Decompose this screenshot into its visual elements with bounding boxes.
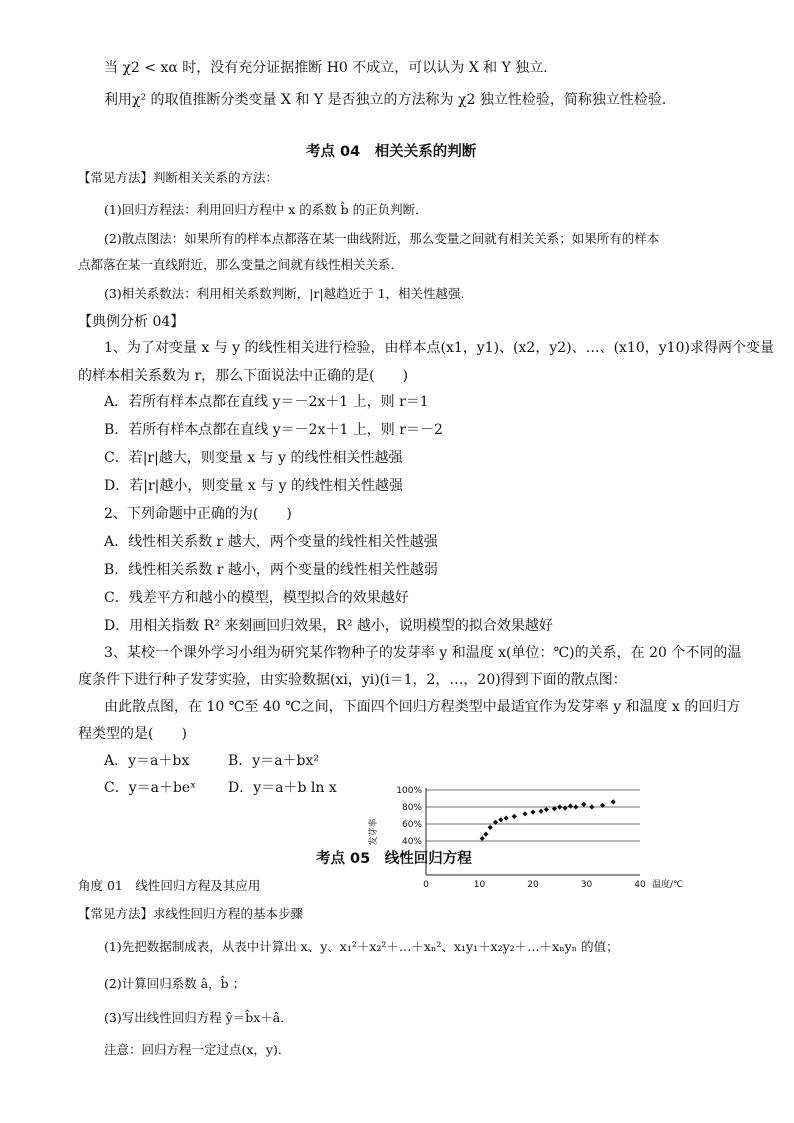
note: 注意：回归方程一定过点(x，y)． <box>104 1042 291 1057</box>
data-point <box>573 804 578 809</box>
data-point <box>544 807 549 812</box>
q2-option-d: D．用相关指数 R² 来刻画回归效果，R² 越小，说明模型的拟合效果越好 <box>104 618 553 634</box>
data-point <box>557 804 562 809</box>
q3-option-a: A．y＝a＋bx <box>104 753 190 769</box>
q3-stem-b: 度条件下进行种子发芽实验，由实验数据(xi，yi)(i＝1，2，…，20)得到下面的散点图： <box>78 672 627 688</box>
angle-01-title: 角度 01 线性回归方程及其应用 <box>78 878 261 893</box>
x-tick-label: 10 <box>473 880 486 890</box>
method-2b: 点都落在某一直线附近，那么变量之间就有线性相关关系． <box>78 257 404 272</box>
method-1: (1)回归方程法：利用回归方程中 x 的系数 b̂ 的正负判断． <box>104 202 428 217</box>
q3-option-b: B．y＝a＋bx² <box>228 753 320 769</box>
x-tick-label: 30 <box>580 880 593 890</box>
q3-stem-d: 程类型的是( ) <box>78 726 187 742</box>
independence-line-1: 当 χ2 < xα 时，没有充分证据推断 H0 不成立，可以认为 X 和 Y 独立． <box>104 60 558 76</box>
data-point <box>522 811 527 816</box>
step-1: (1)先把数据制成表，从表中计算出 x、y、x₁²＋x₂²＋…＋xₙ²、x₁y₁＋x₂y₂＋…＋xₙyₙ 的值； <box>104 939 619 954</box>
scatter-chart <box>362 776 692 896</box>
section-05-method-head: 【常见方法】求线性回归方程的基本步骤 <box>78 906 304 921</box>
q1-option-c: C．若|r|越大，则变量 x 与 y 的线性相关性越强 <box>104 450 403 466</box>
y-tick-label: 60% <box>401 820 422 830</box>
step-2: (2)计算回归系数 â，b̂ ； <box>104 976 246 991</box>
step-3: (3)写出线性回归方程 ŷ＝b̂x＋â． <box>104 1010 293 1025</box>
q2-option-b: B．线性相关系数 r 越小，两个变量的线性相关性越弱 <box>104 562 438 578</box>
y-tick-label: 40% <box>401 837 422 847</box>
method-3: (3)相关系数法：利用相关系数判断，|r|越趋近于 1，相关性越强． <box>104 286 474 301</box>
q1-option-a: A．若所有样本点都在直线 y＝－2x＋1 上，则 r＝1 <box>104 394 429 410</box>
q1-option-d: D．若|r|越小，则变量 x 与 y 的线性相关性越强 <box>104 478 403 494</box>
q1-stem-a: 1、为了对变量 x 与 y 的线性相关进行检验，由样本点(x1，y1)、(x2，y2)、…、(x10，y10)求得两个变量 <box>104 340 774 356</box>
data-point <box>483 832 488 837</box>
q3-option-c: C．y＝a＋beˣ <box>104 780 197 796</box>
data-point <box>488 825 493 830</box>
q3-stem-a: 3、某校一个课外学习小组为研究某作物种子的发芽率 y 和温度 x(单位：℃)的关系，在 20 个不同的温 <box>104 645 742 661</box>
chart-x-label: 温度/℃ <box>652 880 684 890</box>
q3-stem-c: 由此散点图，在 10 ℃至 40 ℃之间，下面四个回归方程类型中最适宜作为发芽率 y 和温度 x 的回归方 <box>104 699 741 715</box>
section-05-title: 考点 05 线性回归方程 <box>316 851 472 867</box>
data-point <box>480 836 485 841</box>
data-point <box>504 815 509 820</box>
chart-ticks <box>396 786 646 890</box>
chart-points <box>480 799 616 841</box>
data-point <box>530 810 535 815</box>
x-tick-label: 40 <box>634 880 646 890</box>
q3-option-d: D．y＝a＋b ln x <box>228 780 337 796</box>
method-2a: (2)散点图法：如果所有的样本点都落在某一曲线附近，那么变量之间就有相关关系；如果所有的样本 <box>104 231 660 246</box>
data-point <box>512 814 517 819</box>
data-point <box>581 802 586 807</box>
data-point <box>589 804 594 809</box>
example-head-04: 【典例分析 04】 <box>78 314 185 330</box>
independence-line-2: 利用χ² 的取值推断分类变量 X 和 Y 是否独立的方法称为 χ2 独立性检验，简称独立性检验． <box>104 92 676 108</box>
x-tick-label: 0 <box>423 880 429 890</box>
q2-option-c: C．残差平方和越小的模型，模型拟合的效果越好 <box>104 590 409 606</box>
data-point <box>568 804 573 809</box>
data-point <box>538 809 543 814</box>
data-point <box>611 799 616 804</box>
section-04-title: 考点 04 相关关系的判断 <box>306 144 477 160</box>
chart-y-label: 发芽率 <box>369 818 379 846</box>
q2-option-a: A．线性相关系数 r 越大，两个变量的线性相关性越强 <box>104 534 438 550</box>
y-tick-label: 100% <box>396 786 422 796</box>
x-tick-label: 20 <box>527 880 539 890</box>
section-04-method-head: 【常见方法】判断相关关系的方法： <box>78 170 279 185</box>
data-point <box>563 805 568 810</box>
chart-grid <box>426 790 640 841</box>
q1-stem-b: 的样本相关系数为 r，那么下面说法中正确的是( ) <box>78 368 409 384</box>
q1-option-b: B．若所有样本点都在直线 y＝－2x＋1 上，则 r＝－2 <box>104 422 443 438</box>
y-tick-label: 80% <box>401 803 422 813</box>
q2-stem: 2、下列命题中正确的为( ) <box>104 506 292 522</box>
data-point <box>498 817 503 822</box>
